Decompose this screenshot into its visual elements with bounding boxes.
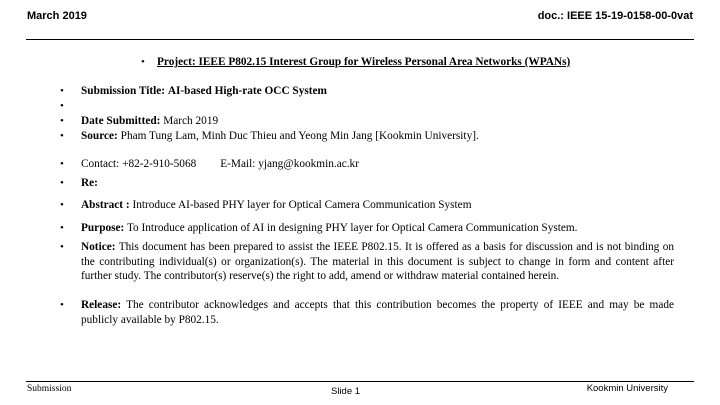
date-submitted [81,114,218,128]
release-value: The contributor acknowledges and accepts that this contribution becomes the property of IEEE and may be made publicly available by P802.15. [81,299,675,326]
footer-rule [26,381,694,382]
date-submitted-label: Date Submitted: [81,115,161,127]
bullet-icon: • [60,85,64,97]
bullet-icon: • [60,100,64,112]
project-title: Project: IEEE P802.15 Interest Group for Wireless Personal Area Networks (WPANs) [157,56,571,68]
source-label: Source: [81,130,118,142]
header-date: March 2019 [27,10,87,22]
bullet-icon: • [141,56,145,68]
purpose-label: Purpose: [81,222,125,234]
abstract [81,198,471,212]
bullet-icon: • [60,158,64,170]
notice [81,240,674,284]
header-rule [26,39,694,40]
header-doc-id: doc.: IEEE 15-19-0158-00-0vat [537,10,693,22]
footer-slide-number: Slide 1 [331,386,361,397]
submission-title-label: Submission Title: [81,85,166,97]
notice-label: Notice: [81,241,116,253]
abstract-label: Abstract : [81,199,130,211]
bullet-icon: • [60,130,64,142]
purpose [81,221,578,235]
bullet-icon: • [60,199,64,211]
contact-phone: Contact: +82-2-910-5068 [81,158,197,170]
source-value: Pham Tung Lam, Minh Duc Thieu and Yeong Min Jang [Kookmin University]. [120,130,479,142]
contact-email: E-Mail: yjang@kookmin.ac.kr [220,158,359,170]
submission-title [81,84,327,98]
purpose-value: To Introduce application of AI in designing PHY layer for Optical Camera Communication System. [126,222,578,234]
release-label: Release: [81,299,122,311]
bullet-icon: • [60,241,64,253]
bullet-icon: • [60,299,64,311]
footer-organization: Kookmin University [586,383,668,394]
contact [81,157,359,171]
abstract-value: Introduce AI-based PHY layer for Optical Camera Communication System [132,199,472,211]
submission-title-value: AI-based High-rate OCC System [167,85,327,97]
re-label [81,176,98,190]
footer-submission: Submission [27,384,72,394]
date-submitted-value: March 2019 [163,115,219,127]
source [81,129,479,143]
release [81,298,674,327]
bullet-icon: • [60,115,64,127]
notice-value: This document has been prepared to assist the IEEE P802.15. It is offered as a basis for discussion and is not binding on the contributing individual(s) or organization(s). The material in this document is subject to change in form and content after further study. The contributor(s) reserve(s) the right to add, amend or withdraw material contained herein. [81,241,674,283]
bullet-icon: • [60,177,64,189]
re-label-text: Re: [81,177,98,189]
bullet-icon: • [60,222,64,234]
